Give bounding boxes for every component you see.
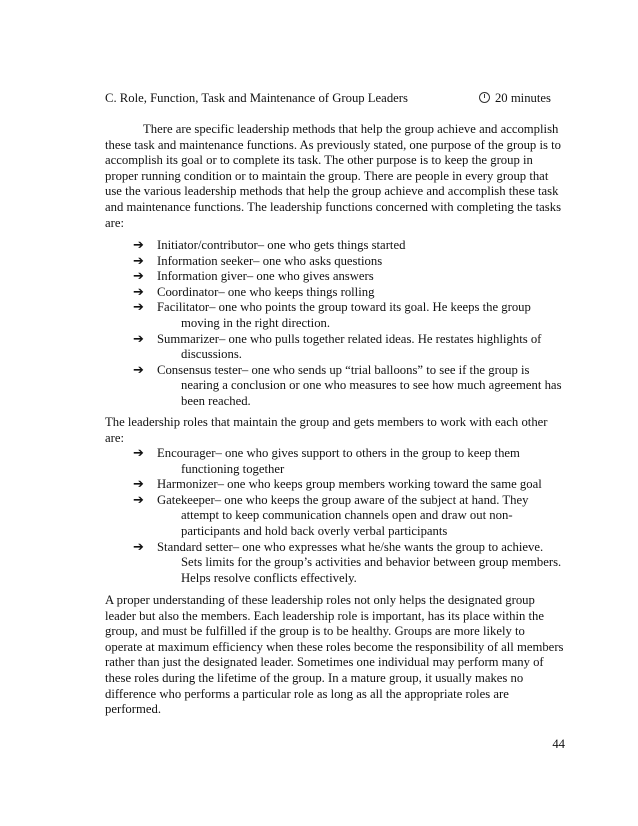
maintenance-intro: The leadership roles that maintain the group and gets members to work with each other are: <box>105 415 548 445</box>
role-continuation: discussions. <box>181 347 242 362</box>
role-text: Encourager– one who gives support to others in the group to keep them <box>157 446 520 460</box>
right-arrow-icon: ➔ <box>133 446 144 461</box>
right-arrow-icon: ➔ <box>133 331 144 347</box>
list-item <box>133 446 568 477</box>
list-item <box>133 285 568 301</box>
list-item <box>133 269 568 285</box>
list-item <box>133 363 568 410</box>
role-continuation: Sets limits for the group’s activities and behavior between group members. Helps resolve conflicts effectively. <box>181 555 562 585</box>
role-continuation: functioning together <box>181 461 285 476</box>
intro-paragraph: There are specific leadership methods that help the group achieve and accomplish these task and maintenance functions. As previously stated, one purpose of the group is to accomplish its goal or to complete its task. The other purpose is to keep the group in proper running condition or to maintain the group. There are people in every group that use the various leadership methods that help the group achieve and accomplish these task and maintenance functions. The leadership functions concerned with completing the tasks are: <box>105 122 562 230</box>
role-text: Initiator/contributor– one who gets things started <box>157 238 406 252</box>
list-item <box>133 540 568 587</box>
role-text: Coordinator– one who keeps things rolling <box>157 284 375 299</box>
role-text: Standard setter– one who expresses what he/she wants the group to achieve. <box>157 539 544 554</box>
right-arrow-icon: ➔ <box>133 253 144 269</box>
section-title: C. Role, Function, Task and Maintenance of Group Leaders <box>105 91 408 105</box>
section-heading <box>105 91 551 107</box>
right-arrow-icon: ➔ <box>133 238 144 253</box>
right-arrow-icon: ➔ <box>133 362 144 378</box>
role-text: Gatekeeper– one who keeps the group aware of the subject at hand. They <box>157 492 529 507</box>
list-item <box>133 254 568 270</box>
list-item <box>133 300 568 331</box>
closing-paragraph-block <box>105 593 565 718</box>
right-arrow-icon: ➔ <box>133 477 144 493</box>
right-arrow-icon: ➔ <box>133 269 144 285</box>
right-arrow-icon: ➔ <box>133 284 144 300</box>
role-text: Information seeker– one who asks questions <box>157 253 383 268</box>
role-continuation: nearing a conclusion or one who measures to see how much agreement has been reached. <box>181 378 562 408</box>
maintenance-intro-block <box>105 415 565 446</box>
role-text: Facilitator– one who points the group toward its goal. He keeps the group <box>157 300 531 315</box>
role-text: Summarizer– one who pulls together related ideas. He restates highlights of <box>157 331 542 346</box>
task-roles-list <box>133 238 568 410</box>
intro-paragraph-block <box>105 122 565 231</box>
closing-paragraph: A proper understanding of these leadership roles not only helps the designated group leader but also the members. Each leadership role is important, has its place within the group, and must be fulfilled if the group is to be healthy. Groups are more likely to operate at maximum efficiency when these roles become the responsibility of all members rather than just the designated leader. Sometimes one individual may perform many of these roles during the lifetime of the group. In a mature group, it usually makes no difference who performs a particular role as long as all the appropriate roles are performed. <box>105 593 564 717</box>
right-arrow-icon: ➔ <box>133 492 144 508</box>
role-continuation: moving in the right direction. <box>181 315 331 330</box>
right-arrow-icon: ➔ <box>133 300 144 316</box>
page-number: 44 <box>552 737 565 751</box>
right-arrow-icon: ➔ <box>133 539 144 555</box>
duration <box>479 91 551 107</box>
role-text: Information giver– one who gives answers <box>157 269 374 284</box>
role-text: Consensus tester– one who sends up “trial balloons” to see if the group is <box>157 362 530 377</box>
list-item <box>133 477 568 493</box>
clock-icon <box>479 92 490 103</box>
role-text: Harmonizer– one who keeps group members working toward the same goal <box>157 477 542 492</box>
list-item <box>133 238 568 254</box>
duration-text: 20 minutes <box>494 91 551 105</box>
role-continuation: attempt to keep communication channels open and draw out non-participants and hold back overly verbal participants <box>181 508 513 538</box>
list-item <box>133 332 568 363</box>
maintenance-roles-list <box>133 446 568 586</box>
list-item <box>133 493 568 540</box>
